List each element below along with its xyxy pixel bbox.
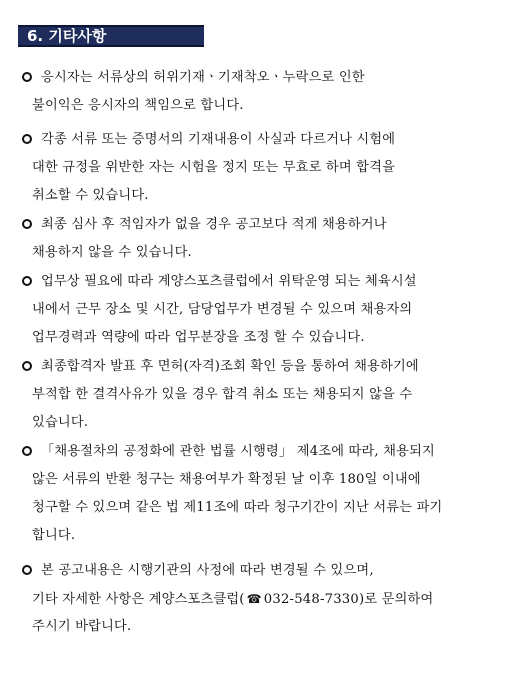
notice-line: 주시기 바랍니다. (32, 619, 132, 634)
bullet-circle-icon (22, 72, 32, 82)
notice-line: 최종 심사 후 적임자가 없을 경우 공고보다 적게 채용하거나 (41, 217, 387, 232)
notice-item (22, 557, 500, 641)
notice-item (22, 353, 500, 437)
notice-line: 업무경력과 역량에 따라 업무분장을 조정 할 수 있습니다. (32, 330, 365, 345)
notice-line: 부적합 한 결격사유가 있을 경우 합격 취소 또는 채용되지 않을 수 (32, 387, 413, 402)
notice-item (22, 268, 500, 352)
notice-item (22, 211, 500, 267)
bullet-circle-icon (22, 446, 32, 456)
notice-line: 「채용절차의 공정화에 관한 법률 시행령」 제4조에 따라, 채용되지 (41, 444, 435, 459)
bullet-circle-icon (22, 361, 32, 371)
notice-line: 최종합격자 발표 후 면허(자격)조회 확인 등을 통하여 채용하기에 (41, 359, 419, 374)
notice-line: 본 공고내용은 시행기관의 사정에 따라 변경될 수 있으며, (41, 563, 374, 578)
notice-line: 내에서 근무 장소 및 시간, 담당업무가 변경될 수 있으며 채용자의 (32, 302, 413, 317)
notice-line: 각종 서류 또는 증명서의 기재내용이 사실과 다르거나 시험에 (41, 132, 396, 147)
notice-line: 합니다. (32, 528, 76, 543)
notice-line: 업무상 필요에 따라 계양스포츠클럽에서 위탁운영 되는 체육시설 (41, 274, 417, 289)
section-title: 6. 기타사항 (18, 25, 204, 47)
bullet-circle-icon (22, 276, 32, 286)
notice-line: 취소할 수 있습니다. (32, 188, 149, 203)
notice-line: 않은 서류의 반환 청구는 채용여부가 확정된 날 이후 180일 이내에 (32, 472, 421, 487)
bullet-circle-icon (22, 565, 32, 575)
phone-icon: ☎ (246, 592, 262, 606)
notice-line: 있습니다. (32, 415, 89, 430)
notice-line: 채용하지 않을 수 있습니다. (32, 245, 192, 260)
bullet-circle-icon (22, 219, 32, 229)
notice-line: 청구할 수 있으며 같은 법 제11조에 따라 청구기간이 지난 서류는 파기 (32, 500, 443, 515)
notice-item (22, 64, 500, 120)
notice-line: 응시자는 서류상의 허위기재ㆍ기재착오ㆍ누락으로 인한 (41, 70, 365, 85)
notice-line: 불이익은 응시자의 책임으로 합니다. (32, 98, 244, 113)
notice-line: 기타 자세한 사항은 계양스포츠클럽( (32, 592, 245, 607)
notice-line: 대한 규정을 위반한 자는 시험을 정지 또는 무효로 하며 합격을 (32, 160, 396, 175)
contact-phone: 032-548-7330 (263, 592, 359, 607)
notice-item (22, 438, 500, 550)
notice-line: )로 문의하여 (358, 592, 434, 607)
notice-item (22, 126, 500, 210)
bullet-circle-icon (22, 134, 32, 144)
